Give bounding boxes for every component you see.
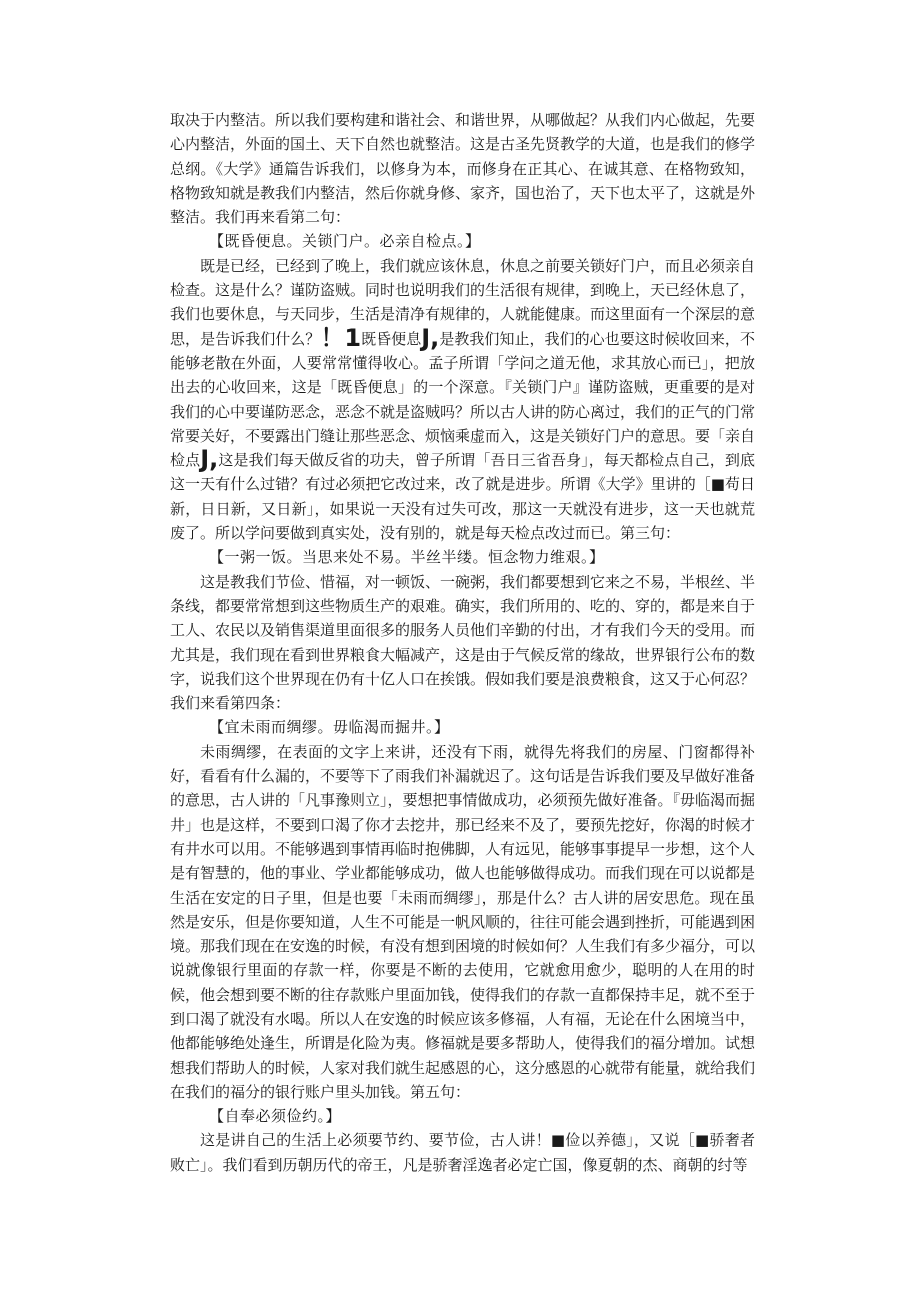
quoted-maxim xyxy=(170,715,755,739)
quoted-maxim xyxy=(170,1104,755,1128)
artifact-glyph: ！1 xyxy=(320,323,362,352)
text-segment: 【既昏便息。关锁门户。必亲自检点。】 xyxy=(209,232,481,251)
body-paragraph xyxy=(170,254,755,546)
document-page xyxy=(170,108,755,1177)
text-segment: 取决于内整洁。所以我们要构建和谐社会、和谐世界，从哪做起？从我们内心做起，先要心内整洁，外面的国土、天下自然也就整洁。这是古圣先贤教学的大道，也是我们的修学总纲。《大学》通篇告诉我们，以修身为本，而修身在正其心、在诚其意、在格物致知，格物致知就是教我们内整洁，然后你就身修、家齐，国也治了，天下也太平了，这就是外整洁。我们再来看第二句： xyxy=(170,111,756,227)
body-paragraph xyxy=(170,1128,755,1177)
text-segment: 既是已经，已经到了晚上，我们就应该休息，休息之前要关锁好门户，而且必须亲自检查。这是什么？谨防盗贼。同时也说明我们的生活很有规律，到晚上，天已经休息了，我们也要休息，与天同步，生活是清净有规律的，人就能健康。而这里面有一个深层的意思，是告诉我们什么？ xyxy=(170,256,756,348)
quoted-maxim xyxy=(170,545,755,569)
text-segment: 这是教我们节俭、惜福，对一顿饭、一碗粥，我们都要想到它来之不易，半根丝、半条线，都要常常想到这些物质生产的艰难。确实，我们所用的、吃的、穿的，都是来自于工人、农民以及销售渠道里面很多的服务人员他们辛勤的付出，才有我们今天的受用。而尤其是，我们现在看到世界粮食大幅减产，这是由于气候反常的缘故，世界银行公布的数字，说我们这个世界现在仍有十亿人口在挨饿。假如我们要是浪费粮食，这又于心何忍？我们来看第四条： xyxy=(170,572,756,713)
text-segment: 未雨绸缪，在表面的文字上来讲，还没有下雨，就得先将我们的房屋、门窗都得补好，看看有什么漏的，不要等下了雨我们补漏就迟了。这句话是告诉我们要及早做好准备的意思，古人讲的「凡事豫则立」，要想把事情做成功，必须预先做好准备。『毋临渴而掘井」也是这样，不要到口渴了你才去挖井，那已经来不及了，要预先挖好，你渴的时候才有井水可以用。不能够遇到事情再临时抱佛脚，人有远见，能够事事提早一步想，这个人是有智慧的，他的事业、学业都能够成功，做人也能够做得成功。而我们现在可以说都是生活在安定的日子里，但是也要「未雨而绸缪」，那是什么？古人讲的居安思危。现在虽然是安乐，但是你要知道，人生不可能是一帆风顺的，往往可能会遇到挫折，可能遇到困境。那我们现在在安逸的时候，有没有想到困境的时候如何？人生我们有多少福分，可以说就像银行里面的存款一样，你要是不断的去使用，它就愈用愈少，聪明的人在用的时候，他会想到要不断的往存款账户里面加钱，使得我们的存款一直都保持丰足，就不至于到口渴了就没有水喝。所以人在安逸的时候应该多修福，人有福，无论在什么困境当中，他都能够绝处逢生，所谓是化险为夷。修福就是要多帮助人，使得我们的福分增加。试想想我们帮助人的时候，人家对我们就生起感恩的心，这分感恩的心就带有能量，就给我们在我们的福分的银行账户里头加钱。第五句： xyxy=(170,742,756,1101)
text-segment: 【一粥一饭。当思来处不易。半丝半缕。恒念物力维艰。】 xyxy=(209,548,605,567)
text-segment: 【自奉必须俭约。】 xyxy=(209,1107,342,1126)
body-paragraph xyxy=(170,108,755,229)
text-segment: 这是讲自己的生活上必须要节约、要节俭，古人讲！■俭以养德」，又说［■骄奢者败亡」。我们看到历朝历代的帝王，凡是骄奢淫逸者必定亡国，像夏朝的杰、商朝的纣等 xyxy=(170,1131,755,1174)
text-segment: 【宜未雨而绸缪。毋临渴而掘井。】 xyxy=(209,718,450,737)
body-paragraph xyxy=(170,740,755,1104)
text-segment: 这是我们每天做反省的功夫，曾子所谓「吾日三省吾身」，每天都检点自己，到底这一天有什么过错？有过必须把它改过来，改了就是进步。所谓《大学》里讲的［■苟日新，日日新，又日新」，如果说一天没有过失可改，那这一天就没有进步，这一天也就荒废了。所以学问要做到真实处，没有别的，就是每天检点改过而已。第三句： xyxy=(170,451,755,543)
quoted-maxim xyxy=(170,229,755,253)
text-segment: 是教我们知止，我们的心也要这时候收回来，不能够老散在外面，人要常常懂得收心。孟子所谓「学问之道无他，求其放心而已」，把放出去的心收回来，这是「既昏便息」的一个深意。『关锁门户』谨防盗贼，更重要的是对我们的心中要谨防恶念，恶念不就是盗贼吗？所以古人讲的防心离过，我们的正气的门常常要关好，不要露出门缝让那些恶念、烦恼乘虚而入，这是关锁好门户的意思。要「亲自检点 xyxy=(170,329,756,470)
body-paragraph xyxy=(170,570,755,716)
artifact-glyph: J, xyxy=(200,445,219,474)
artifact-glyph: J, xyxy=(421,323,440,352)
text-segment: 既昏便息 xyxy=(361,329,422,348)
